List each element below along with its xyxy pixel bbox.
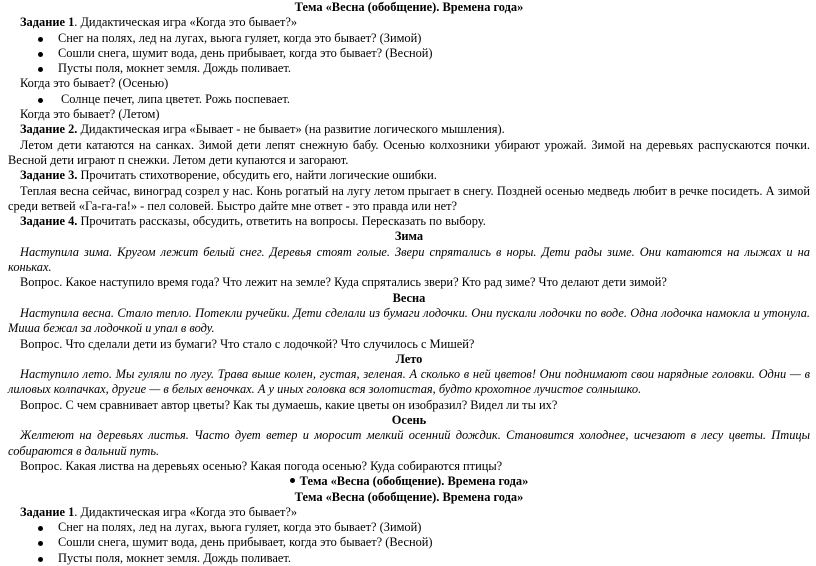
task3-text: Прочитать стихотворение, обсудить его, найти логические ошибки. — [77, 168, 437, 183]
task1-bullet-1: Снег на полях, лед на лугах, вьюга гуляет, когда это бывает? (Зимой) — [8, 31, 810, 46]
task1-bullet-2: Сошли снега, шумит вода, день прибывает, когда это бывает? (Весной) — [8, 46, 810, 61]
task1-text: . Дидактическая игра «Когда это бывает?» — [74, 15, 298, 30]
task1-answer-2: Когда это бывает? (Летом) — [20, 107, 160, 122]
task1-bullet-3: Пусты поля, мокнет земля. Дождь поливает. — [8, 61, 810, 76]
story-question-autumn: Вопрос. Какая листва на деревьях осенью? Какая погода осенью? Куда собираются птицы? — [20, 458, 503, 473]
story-text-spring: Наступила весна. Стало тепло. Потекли ручейки. Дети сделали из бумаги лодочки. Они пускали лодочки по воде. Одна лодочка намокла и утонула. Миша бежал за лодочкой и упал в воду. — [8, 305, 810, 336]
document-title: Тема «Весна (обобщение). Времена года» — [294, 0, 524, 14]
story-heading-summer: Лето — [395, 351, 423, 366]
task4-label: Задание 4. — [20, 214, 78, 229]
task1-label: Задание 1 — [20, 15, 75, 30]
task2-label: Задание 2. — [20, 122, 78, 137]
repeat-title: Тема «Весна (обобщение). Времена года» — [294, 489, 524, 504]
task2-heading — [8, 122, 810, 137]
story-question-summer: Вопрос. С чем сравнивает автор цветы? Как ты думаешь, какие цветы он изобразил? Видел ли ты их? — [20, 397, 558, 412]
story-heading-winter: Зима — [394, 229, 424, 244]
repeat-task1-heading — [8, 505, 810, 520]
task1-heading — [8, 15, 810, 30]
repeat-bullet-2: Сошли снега, шумит вода, день прибывает, когда это бывает? (Весной) — [8, 535, 810, 550]
story-heading-spring: Весна — [392, 290, 426, 305]
task2-body: Летом дети катаются на санках. Зимой дети лепят снежную бабу. Осенью колхозники убирают урожай. Зимой на деревьях распускаются почки. Весной дети играют п снежки. Летом дети купаются и загорают. — [8, 137, 810, 167]
story-heading-autumn: Осень — [391, 413, 427, 428]
story-text-winter: Наступила зима. Кругом лежит белый снег. Деревья стоят голые. Звери спрятались в норы. Дети рады зиме. Они катаются на лыжах и на коньках. — [8, 244, 810, 275]
story-text-summer: Наступило лето. Мы гуляли по лугу. Трава выше колен, густая, зеленая. А сколько в ней цветов! Они поднимают свои нарядные головки. Одни — в лиловых колпачках, другие — в белых веночках. А у иных головка вся золотистая, будто крохотное лучистое солнышко. — [8, 367, 810, 397]
bullet-icon — [290, 478, 295, 483]
repeat-title-bulleted-text: Тема «Весна (обобщение). Времена года» — [299, 474, 529, 489]
task3-label: Задание 3. — [20, 168, 78, 183]
task4-text: Прочитать рассказы, обсудить, ответить на вопросы. Пересказать по выбору. — [77, 214, 486, 229]
story-question-winter: Вопрос. Какое наступило время года? Что лежит на земле? Куда спрятались звери? Кто рад зиме? Что делают дети зимой? — [20, 275, 667, 290]
task4-heading — [8, 214, 810, 229]
task3-heading — [8, 168, 810, 183]
story-text-autumn: Желтеют на деревьях листья. Часто дует ветер и моросит мелкий осенний дождик. Становится холоднее, исчезают в лесу цветы. Птицы собираются в дальний путь. — [8, 428, 810, 458]
repeat-task1-text: . Дидактическая игра «Когда это бывает?» — [74, 504, 298, 519]
repeat-bullet-3: Пусты поля, мокнет земля. Дождь поливает. — [8, 551, 810, 566]
story-question-spring: Вопрос. Что сделали дети из бумаги? Что стало с лодочкой? Что случилось с Мишей? — [20, 336, 475, 351]
repeat-bullet-1: Снег на полях, лед на лугах, вьюга гуляет, когда это бывает? (Зимой) — [8, 520, 810, 535]
repeat-title-bulleted — [8, 474, 810, 489]
repeat-task1-label: Задание 1 — [20, 504, 75, 519]
task2-text: Дидактическая игра «Бывает - не бывает» (на развитие логического мышления). — [77, 122, 505, 137]
task3-body: Теплая весна сейчас, виноград созрел у нас. Конь рогатый на лугу летом прыгает в снегу. Поздней осенью медведь любит в речке посидеть. А зимой среди ветвей «Га-га-га!» - пел соловей. Быстро дайте мне ответ - это правда или нет? — [8, 183, 810, 213]
task1-answer-1: Когда это бывает? (Осенью) — [20, 76, 169, 91]
task1-bullet-4: Солнце печет, липа цветет. Рожь поспевает. — [8, 92, 810, 107]
